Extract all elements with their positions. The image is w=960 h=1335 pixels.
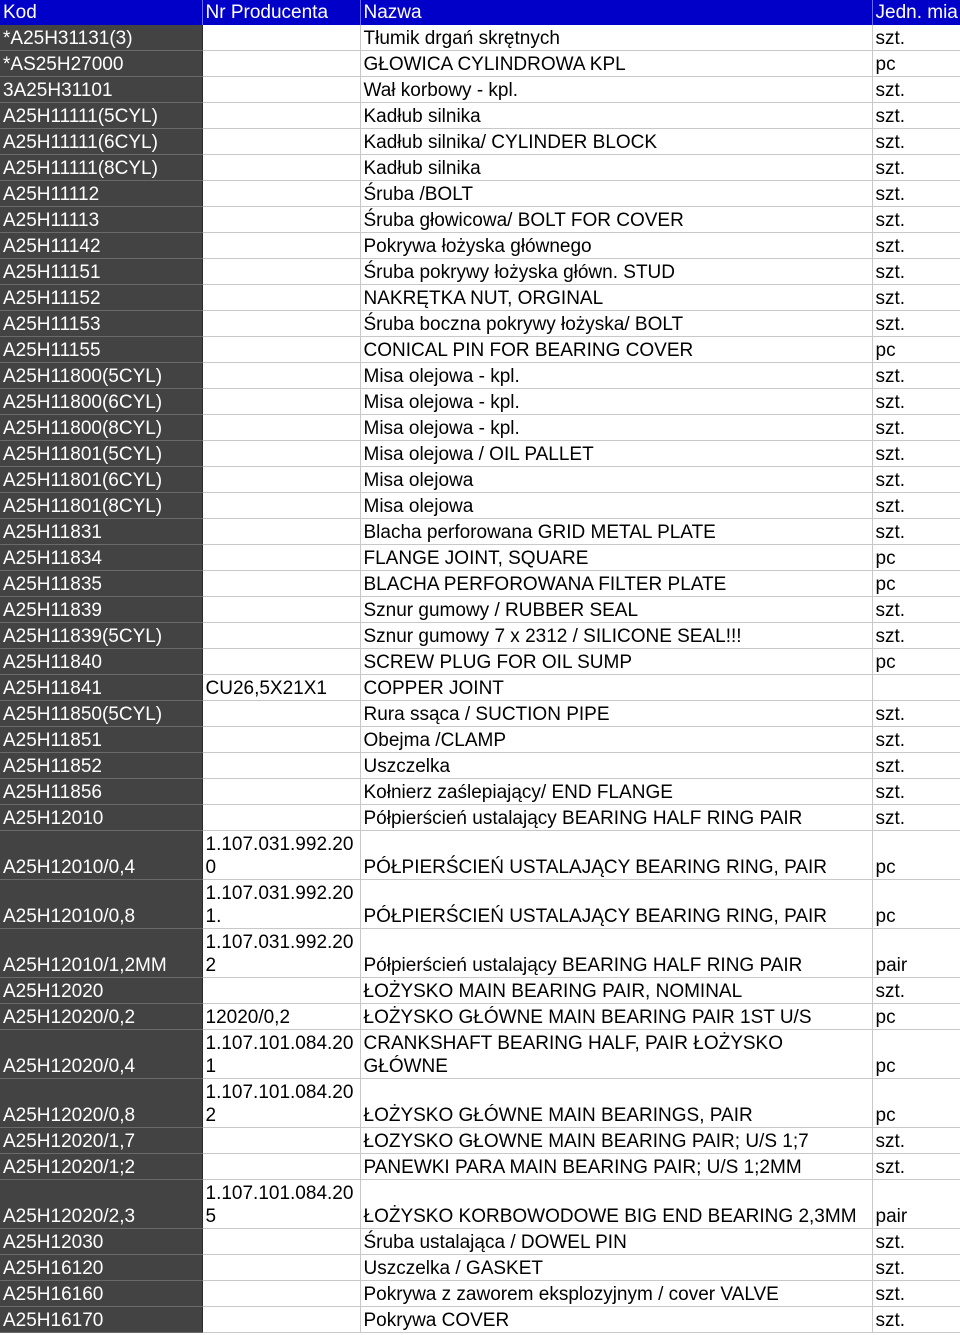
cell-kod: A25H16170 bbox=[0, 1307, 202, 1333]
table-row[interactable] bbox=[0, 831, 960, 880]
cell-nazwa: Półpierścień ustalający BEARING HALF RING PAIR bbox=[360, 805, 872, 831]
cell-jednostka: pc bbox=[872, 51, 960, 77]
cell-nr-producenta bbox=[202, 415, 360, 441]
cell-nazwa: PANEWKI PARA MAIN BEARING PAIR; U/S 1;2MM bbox=[360, 1154, 872, 1180]
table-row[interactable] bbox=[0, 978, 960, 1004]
cell-kod: 3A25H31101 bbox=[0, 77, 202, 103]
cell-jednostka: szt. bbox=[872, 311, 960, 337]
cell-nazwa: Kadłub silnika/ CYLINDER BLOCK bbox=[360, 129, 872, 155]
header-jednostka[interactable]: Jedn. mia bbox=[872, 0, 960, 25]
cell-jednostka: pc bbox=[872, 1030, 960, 1079]
cell-kod: A25H11800(6CYL) bbox=[0, 389, 202, 415]
header-nazwa[interactable]: Nazwa bbox=[360, 0, 872, 25]
cell-kod: A25H11831 bbox=[0, 519, 202, 545]
cell-jednostka: szt. bbox=[872, 493, 960, 519]
cell-jednostka: pc bbox=[872, 831, 960, 880]
cell-nazwa: Sznur gumowy 7 x 2312 / SILICONE SEAL!!! bbox=[360, 623, 872, 649]
cell-nazwa: Śruba pokrywy łożyska główn. STUD bbox=[360, 259, 872, 285]
cell-jednostka: szt. bbox=[872, 285, 960, 311]
table-row[interactable] bbox=[0, 1128, 960, 1154]
cell-jednostka: szt. bbox=[872, 779, 960, 805]
cell-nr-producenta bbox=[202, 51, 360, 77]
cell-kod: A25H11835 bbox=[0, 571, 202, 597]
cell-kod: A25H11839 bbox=[0, 597, 202, 623]
cell-jednostka: szt. bbox=[872, 181, 960, 207]
cell-nazwa: NAKRĘTKA NUT, ORGINAL bbox=[360, 285, 872, 311]
table-row[interactable] bbox=[0, 311, 960, 337]
cell-nr-producenta bbox=[202, 545, 360, 571]
cell-jednostka: pc bbox=[872, 1004, 960, 1030]
table-row[interactable] bbox=[0, 77, 960, 103]
table-row[interactable] bbox=[0, 51, 960, 77]
table-row[interactable] bbox=[0, 207, 960, 233]
cell-kod: A25H11111(8CYL) bbox=[0, 155, 202, 181]
cell-nazwa: CONICAL PIN FOR BEARING COVER bbox=[360, 337, 872, 363]
cell-nazwa: Tłumik drgań skrętnych bbox=[360, 25, 872, 51]
table-row[interactable] bbox=[0, 880, 960, 929]
table-row[interactable] bbox=[0, 1229, 960, 1255]
cell-nazwa: Pokrywa z zaworem eksplozyjnym / cover VALVE bbox=[360, 1281, 872, 1307]
cell-kod: A25H11852 bbox=[0, 753, 202, 779]
cell-kod: A25H11153 bbox=[0, 311, 202, 337]
cell-nazwa: Sznur gumowy / RUBBER SEAL bbox=[360, 597, 872, 623]
table-row[interactable] bbox=[0, 929, 960, 978]
cell-jednostka: szt. bbox=[872, 77, 960, 103]
cell-nazwa: ŁOŻYSKO MAIN BEARING PAIR, NOMINAL bbox=[360, 978, 872, 1004]
cell-nr-producenta: 1.107.031.992.201. bbox=[202, 880, 360, 929]
cell-jednostka: szt. bbox=[872, 805, 960, 831]
table-row[interactable] bbox=[0, 727, 960, 753]
cell-jednostka bbox=[872, 675, 960, 701]
cell-nr-producenta bbox=[202, 181, 360, 207]
table-row[interactable] bbox=[0, 155, 960, 181]
cell-jednostka: szt. bbox=[872, 155, 960, 181]
cell-nr-producenta bbox=[202, 779, 360, 805]
cell-nazwa: Śruba /BOLT bbox=[360, 181, 872, 207]
cell-nazwa: COPPER JOINT bbox=[360, 675, 872, 701]
cell-kod: A25H12010 bbox=[0, 805, 202, 831]
table-row[interactable] bbox=[0, 285, 960, 311]
cell-nazwa: ŁOZYSKO GŁOWNE MAIN BEARING PAIR; U/S 1;7 bbox=[360, 1128, 872, 1154]
cell-kod: A25H12020 bbox=[0, 978, 202, 1004]
cell-nazwa: ŁOŻYSKO GŁÓWNE MAIN BEARINGS, PAIR bbox=[360, 1079, 872, 1128]
cell-nr-producenta bbox=[202, 1128, 360, 1154]
cell-nr-producenta bbox=[202, 285, 360, 311]
table-row[interactable] bbox=[0, 649, 960, 675]
cell-kod: A25H11152 bbox=[0, 285, 202, 311]
cell-kod: A25H12010/0,8 bbox=[0, 880, 202, 929]
cell-jednostka: szt. bbox=[872, 415, 960, 441]
cell-nazwa: Pokrywa łożyska głównego bbox=[360, 233, 872, 259]
cell-nr-producenta bbox=[202, 1154, 360, 1180]
cell-nr-producenta: 1.107.101.084.201 bbox=[202, 1030, 360, 1079]
cell-nazwa: Misa olejowa - kpl. bbox=[360, 363, 872, 389]
cell-nr-producenta bbox=[202, 363, 360, 389]
table-row[interactable] bbox=[0, 753, 960, 779]
table-row[interactable] bbox=[0, 467, 960, 493]
cell-jednostka: szt. bbox=[872, 25, 960, 51]
cell-nr-producenta: 1.107.101.084.202 bbox=[202, 1079, 360, 1128]
cell-jednostka: szt. bbox=[872, 978, 960, 1004]
cell-jednostka: szt. bbox=[872, 701, 960, 727]
cell-jednostka: szt. bbox=[872, 1229, 960, 1255]
cell-nr-producenta: 1.107.031.992.200 bbox=[202, 831, 360, 880]
table-row[interactable] bbox=[0, 571, 960, 597]
cell-nazwa: Obejma /CLAMP bbox=[360, 727, 872, 753]
table-row[interactable] bbox=[0, 1307, 960, 1333]
cell-nr-producenta bbox=[202, 649, 360, 675]
cell-kod: A25H11841 bbox=[0, 675, 202, 701]
cell-kod: A25H12020/0,4 bbox=[0, 1030, 202, 1079]
cell-jednostka: pair bbox=[872, 1180, 960, 1229]
table-row[interactable] bbox=[0, 129, 960, 155]
cell-jednostka: szt. bbox=[872, 1154, 960, 1180]
cell-kod: A25H12020/1,7 bbox=[0, 1128, 202, 1154]
cell-nazwa: ŁOŻYSKO KORBOWODOWE BIG END BEARING 2,3MM bbox=[360, 1180, 872, 1229]
cell-kod: A25H12020/0,8 bbox=[0, 1079, 202, 1128]
cell-jednostka: szt. bbox=[872, 129, 960, 155]
cell-jednostka: szt. bbox=[872, 103, 960, 129]
cell-nazwa: Kadłub silnika bbox=[360, 155, 872, 181]
cell-nazwa: Pokrywa COVER bbox=[360, 1307, 872, 1333]
table-row[interactable] bbox=[0, 389, 960, 415]
table-row[interactable] bbox=[0, 1281, 960, 1307]
cell-kod: A25H11801(6CYL) bbox=[0, 467, 202, 493]
cell-jednostka: szt. bbox=[872, 233, 960, 259]
cell-nr-producenta: 1.107.101.084.205 bbox=[202, 1180, 360, 1229]
cell-nr-producenta bbox=[202, 753, 360, 779]
cell-nazwa: Uszczelka bbox=[360, 753, 872, 779]
cell-nr-producenta bbox=[202, 1255, 360, 1281]
cell-kod: A25H16160 bbox=[0, 1281, 202, 1307]
table-row[interactable] bbox=[0, 805, 960, 831]
cell-nazwa: Śruba głowicowa/ BOLT FOR COVER bbox=[360, 207, 872, 233]
cell-nr-producenta bbox=[202, 1281, 360, 1307]
table-row[interactable] bbox=[0, 623, 960, 649]
cell-kod: A25H11850(5CYL) bbox=[0, 701, 202, 727]
cell-nazwa: PÓŁPIERŚCIEŃ USTALAJĄCY BEARING RING, PAIR bbox=[360, 831, 872, 880]
cell-nazwa: BLACHA PERFOROWANA FILTER PLATE bbox=[360, 571, 872, 597]
cell-kod: A25H11113 bbox=[0, 207, 202, 233]
cell-nr-producenta: CU26,5X21X1 bbox=[202, 675, 360, 701]
cell-kod: A25H12010/0,4 bbox=[0, 831, 202, 880]
cell-kod: A25H11851 bbox=[0, 727, 202, 753]
table-row[interactable] bbox=[0, 1180, 960, 1229]
table-row[interactable] bbox=[0, 519, 960, 545]
cell-nazwa: SCREW PLUG FOR OIL SUMP bbox=[360, 649, 872, 675]
cell-nr-producenta bbox=[202, 337, 360, 363]
cell-nazwa: Blacha perforowana GRID METAL PLATE bbox=[360, 519, 872, 545]
cell-kod: A25H12020/2,3 bbox=[0, 1180, 202, 1229]
table-row[interactable] bbox=[0, 181, 960, 207]
cell-nazwa: Misa olejowa bbox=[360, 493, 872, 519]
cell-jednostka: szt. bbox=[872, 623, 960, 649]
cell-nr-producenta bbox=[202, 155, 360, 181]
cell-jednostka: szt. bbox=[872, 727, 960, 753]
cell-nr-producenta bbox=[202, 77, 360, 103]
cell-jednostka: pc bbox=[872, 649, 960, 675]
cell-jednostka: szt. bbox=[872, 363, 960, 389]
cell-kod: A25H11151 bbox=[0, 259, 202, 285]
cell-nazwa: Kołnierz zaślepiający/ END FLANGE bbox=[360, 779, 872, 805]
table-row[interactable] bbox=[0, 779, 960, 805]
table-row[interactable] bbox=[0, 441, 960, 467]
cell-jednostka: szt. bbox=[872, 753, 960, 779]
cell-kod: A25H11856 bbox=[0, 779, 202, 805]
cell-kod: A25H11142 bbox=[0, 233, 202, 259]
cell-nazwa: Śruba boczna pokrywy łożyska/ BOLT bbox=[360, 311, 872, 337]
cell-kod: A25H16120 bbox=[0, 1255, 202, 1281]
cell-jednostka: pc bbox=[872, 337, 960, 363]
table-row[interactable] bbox=[0, 1255, 960, 1281]
cell-kod: A25H11839(5CYL) bbox=[0, 623, 202, 649]
cell-nazwa: Misa olejowa - kpl. bbox=[360, 389, 872, 415]
cell-kod: A25H11840 bbox=[0, 649, 202, 675]
cell-kod: A25H11801(8CYL) bbox=[0, 493, 202, 519]
cell-kod: A25H11155 bbox=[0, 337, 202, 363]
cell-nazwa: CRANKSHAFT BEARING HALF, PAIR ŁOŻYSKO GŁÓWNE bbox=[360, 1030, 872, 1079]
cell-nazwa: Misa olejowa bbox=[360, 467, 872, 493]
cell-kod: A25H11801(5CYL) bbox=[0, 441, 202, 467]
cell-nr-producenta: 1.107.031.992.202 bbox=[202, 929, 360, 978]
cell-jednostka: szt. bbox=[872, 1255, 960, 1281]
header-kod[interactable]: Kod bbox=[0, 0, 202, 25]
cell-nr-producenta bbox=[202, 467, 360, 493]
cell-nazwa: GŁOWICA CYLINDROWA KPL bbox=[360, 51, 872, 77]
table-row[interactable] bbox=[0, 675, 960, 701]
cell-nr-producenta bbox=[202, 129, 360, 155]
cell-nr-producenta bbox=[202, 623, 360, 649]
cell-nazwa: Uszczelka / GASKET bbox=[360, 1255, 872, 1281]
cell-nazwa: Misa olejowa / OIL PALLET bbox=[360, 441, 872, 467]
header-row bbox=[0, 0, 960, 25]
cell-kod: A25H11112 bbox=[0, 181, 202, 207]
cell-nr-producenta bbox=[202, 1307, 360, 1333]
cell-nazwa: PÓŁPIERŚCIEŃ USTALAJĄCY BEARING RING, PAIR bbox=[360, 880, 872, 929]
cell-nr-producenta bbox=[202, 25, 360, 51]
cell-jednostka: szt. bbox=[872, 207, 960, 233]
table-row[interactable] bbox=[0, 1030, 960, 1079]
table-row[interactable] bbox=[0, 259, 960, 285]
cell-jednostka: pair bbox=[872, 929, 960, 978]
table-row[interactable] bbox=[0, 545, 960, 571]
cell-kod: A25H11834 bbox=[0, 545, 202, 571]
cell-kod: A25H12020/1;2 bbox=[0, 1154, 202, 1180]
cell-nazwa: Rura ssąca / SUCTION PIPE bbox=[360, 701, 872, 727]
cell-nr-producenta bbox=[202, 727, 360, 753]
table-row[interactable] bbox=[0, 1079, 960, 1128]
cell-nazwa: ŁOŻYSKO GŁÓWNE MAIN BEARING PAIR 1ST U/S bbox=[360, 1004, 872, 1030]
cell-nr-producenta bbox=[202, 311, 360, 337]
cell-nr-producenta bbox=[202, 701, 360, 727]
cell-nr-producenta bbox=[202, 103, 360, 129]
cell-jednostka: pc bbox=[872, 880, 960, 929]
table-row[interactable] bbox=[0, 103, 960, 129]
table-row[interactable] bbox=[0, 597, 960, 623]
cell-jednostka: szt. bbox=[872, 467, 960, 493]
cell-nazwa: Wał korbowy - kpl. bbox=[360, 77, 872, 103]
cell-nazwa: Misa olejowa - kpl. bbox=[360, 415, 872, 441]
cell-nazwa: Półpierścień ustalający BEARING HALF RING PAIR bbox=[360, 929, 872, 978]
cell-nr-producenta bbox=[202, 207, 360, 233]
cell-nr-producenta bbox=[202, 233, 360, 259]
cell-nazwa: FLANGE JOINT, SQUARE bbox=[360, 545, 872, 571]
cell-nr-producenta bbox=[202, 519, 360, 545]
table-row[interactable] bbox=[0, 415, 960, 441]
cell-kod: *AS25H27000 bbox=[0, 51, 202, 77]
cell-nr-producenta bbox=[202, 805, 360, 831]
cell-kod: A25H11800(8CYL) bbox=[0, 415, 202, 441]
cell-nr-producenta bbox=[202, 493, 360, 519]
cell-jednostka: szt. bbox=[872, 1281, 960, 1307]
table-row[interactable] bbox=[0, 1154, 960, 1180]
cell-kod: A25H11800(5CYL) bbox=[0, 363, 202, 389]
cell-kod: A25H11111(5CYL) bbox=[0, 103, 202, 129]
cell-jednostka: szt. bbox=[872, 389, 960, 415]
cell-jednostka: szt. bbox=[872, 441, 960, 467]
table-row[interactable] bbox=[0, 337, 960, 363]
cell-nazwa: Kadłub silnika bbox=[360, 103, 872, 129]
cell-nr-producenta bbox=[202, 389, 360, 415]
cell-kod: A25H12020/0,2 bbox=[0, 1004, 202, 1030]
table-row[interactable] bbox=[0, 363, 960, 389]
cell-jednostka: pc bbox=[872, 571, 960, 597]
cell-kod: *A25H31131(3) bbox=[0, 25, 202, 51]
cell-nr-producenta bbox=[202, 1229, 360, 1255]
table-row[interactable] bbox=[0, 233, 960, 259]
cell-kod: A25H11111(6CYL) bbox=[0, 129, 202, 155]
cell-nr-producenta bbox=[202, 571, 360, 597]
cell-jednostka: szt. bbox=[872, 1307, 960, 1333]
header-nr-producenta[interactable]: Nr Producenta bbox=[202, 0, 360, 25]
cell-jednostka: szt. bbox=[872, 519, 960, 545]
cell-nr-producenta bbox=[202, 441, 360, 467]
cell-kod: A25H12010/1,2MM bbox=[0, 929, 202, 978]
cell-nazwa: Śruba ustalająca / DOWEL PIN bbox=[360, 1229, 872, 1255]
cell-nr-producenta bbox=[202, 597, 360, 623]
table-row[interactable] bbox=[0, 493, 960, 519]
cell-nr-producenta: 12020/0,2 bbox=[202, 1004, 360, 1030]
cell-nr-producenta bbox=[202, 259, 360, 285]
cell-nr-producenta bbox=[202, 978, 360, 1004]
cell-jednostka: pc bbox=[872, 1079, 960, 1128]
cell-jednostka: szt. bbox=[872, 597, 960, 623]
cell-kod: A25H12030 bbox=[0, 1229, 202, 1255]
table-row[interactable] bbox=[0, 701, 960, 727]
cell-jednostka: szt. bbox=[872, 1128, 960, 1154]
cell-jednostka: szt. bbox=[872, 259, 960, 285]
cell-jednostka: pc bbox=[872, 545, 960, 571]
table-row[interactable] bbox=[0, 25, 960, 51]
table-row[interactable] bbox=[0, 1004, 960, 1030]
